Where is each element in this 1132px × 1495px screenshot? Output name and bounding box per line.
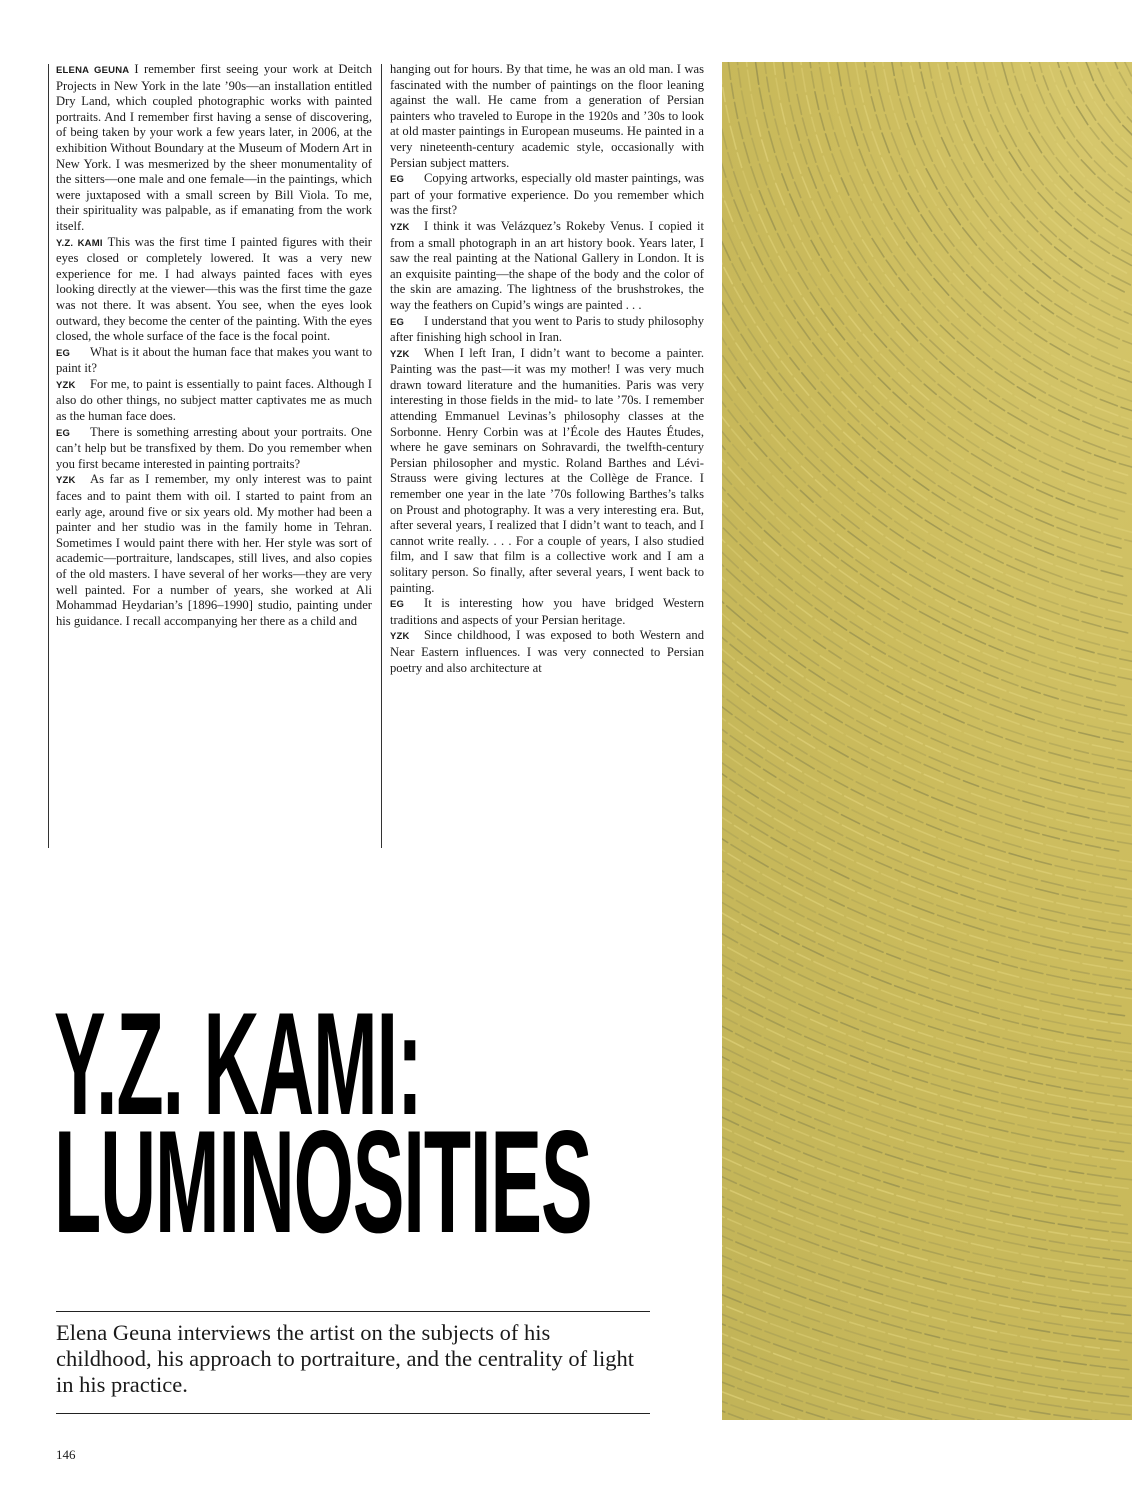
paragraph-text: This was the first time I painted figures with their eyes closed or completely lowered. It was a very new experience for me. I had always painted faces with eyes looking directly at the viewer—this was the first time the gaze was not there. It was absent. You see, when the eyes look outward, they become the center of the painting. With the eyes closed, the whole surface of the face is the focal point. bbox=[56, 234, 372, 344]
speaker-label: EG bbox=[56, 347, 71, 359]
speaker-label: YZK bbox=[390, 631, 410, 643]
paragraph-text: When I left Iran, I didn’t want to become a painter. Painting was the past—it was my mother! I was very much drawn toward literature and the humanities. Paris was very interesting in those fields in the mid- to late ’70s. I remember attending Emmanuel Levinas’s philosophy classes at the Sorbonne. Henry Corbin was at l’École des Hautes Études, where he gave seminars on Sohravardi, the twelfth-century Persian philosopher and mystic. Roland Barthes and Lévi-Strauss were giving lectures at the Collège de France. I remember one year in the late ’70s following Barthes’s talks on Proust and photography. It was a very interesting era. But, after several years, I realized that I didn’t want to teach, and I cannot write really. . . . For a couple of years, I also studied film, and I saw that film is a collective work and I am a solitary person. So finally, after several years, I went back to painting. bbox=[390, 345, 704, 595]
column-rule-middle bbox=[381, 64, 382, 848]
paragraph-text: I think it was Velázquez’s Rokeby Venus. I copied it from a small photograph in an art history book. Years later, I saw the real painting at the National Gallery in London. It is an exquisite painting—the shape of the body and the color of the skin are amazing. The lightness of the brushstrokes, the way the feathers on Cupid’s wings are painted . . . bbox=[390, 218, 704, 312]
article-deck: Elena Geuna interviews the artist on the subjects of his childhood, his approach to portraiture, and the centrality of light in his practice. bbox=[56, 1320, 634, 1397]
page-number: 146 bbox=[56, 1447, 76, 1462]
interview-paragraph bbox=[56, 235, 372, 345]
paragraph-text: Since childhood, I was exposed to both Western and Near Eastern influences. I was very connected to Persian poetry and also architecture at bbox=[390, 628, 704, 675]
interview-paragraph bbox=[56, 377, 372, 425]
interview-paragraph bbox=[390, 596, 704, 628]
paragraph-text: For me, to paint is essentially to paint faces. Although I also do other things, no subject matter captivates me as much as the human face does. bbox=[56, 376, 372, 424]
paragraph-text: There is something arresting about your portraits. One can’t help but be transfixed by them. Do you remember when you first became interested in painting portraits? bbox=[56, 424, 372, 471]
interview-paragraph bbox=[390, 346, 704, 597]
paragraph-text: I remember first seeing your work at Deitch Projects in New York in the late ’90s—an installation entitled Dry Land, which coupled photographic works with painted portraits. And I remember first having a sense of discovering, of being taken by your work a few years later, in 2006, at the exhibition Without Boundary at the Museum of Modern Art in New York. I was mesmerized by the sheer monumentality of the sitters—one male and one female—in the paintings, which were juxtaposed with a small screen by Bill Viola. To me, their spirituality was palpable, as if emanating from the work itself. bbox=[56, 62, 372, 233]
paragraph-text: It is interesting how you have bridged Western traditions and aspects of your Persian heritage. bbox=[390, 596, 704, 627]
speaker-label: EG bbox=[390, 599, 405, 611]
interview-paragraph bbox=[56, 472, 372, 629]
speaker-label: ELENA GEUNA bbox=[56, 65, 130, 76]
gold-painting-image bbox=[722, 62, 1132, 1420]
speaker-label: EG bbox=[390, 316, 405, 328]
title-line-2: LUMINOSITIES bbox=[54, 1100, 592, 1263]
deck-rule-bottom bbox=[56, 1413, 650, 1414]
deck-rule-top bbox=[56, 1311, 650, 1312]
interview-column-left bbox=[56, 62, 372, 848]
interview-paragraph bbox=[390, 314, 704, 346]
interview-paragraph bbox=[390, 62, 704, 171]
interview-paragraph bbox=[56, 345, 372, 377]
paragraph-text: I understand that you went to Paris to study philosophy after finishing high school in Iran. bbox=[390, 313, 704, 345]
paragraph-text: What is it about the human face that makes you want to paint it? bbox=[56, 344, 372, 376]
speaker-label: YZK bbox=[390, 348, 410, 360]
speaker-label: YZK bbox=[56, 379, 76, 391]
speaker-label: YZK bbox=[56, 475, 76, 487]
interview-paragraph bbox=[56, 425, 372, 473]
column-rule-left bbox=[48, 64, 49, 848]
interview-paragraph bbox=[390, 628, 704, 676]
interview-paragraph bbox=[390, 219, 704, 314]
interview-paragraph bbox=[56, 62, 372, 235]
speaker-label: EG bbox=[56, 427, 71, 439]
interview-column-right bbox=[390, 62, 704, 848]
article-title bbox=[54, 982, 592, 1263]
paragraph-text: As far as I remember, my only interest was to paint faces and to paint them with oil. I started to paint from an early age, around five or six years old. My mother had been a painter and her studio was in the family home in Tehran. Sometimes I would paint there with her. Her style was sort of academic—portraiture, landscapes, still lives, and also copies of the old masters. I have several of her works—they are very well painted. For a number of years, she worked at Ali Mohammad Heydarian’s [1896–1990] studio, painting under his guidance. I recall accompanying her there as a child and bbox=[56, 472, 372, 628]
paragraph-text: hanging out for hours. By that time, he was an old man. I was fascinated with the number of paintings on the floor leaning against the wall. He came from a generation of Persian painters who traveled to Europe in the 1920s and ’30s to look at old master paintings in European museums. He painted in a very nineteenth-century academic style, occasionally with Persian subject matters. bbox=[390, 62, 704, 170]
title-line-1: Y.Z. KAMI: bbox=[54, 982, 422, 1145]
interview-paragraph bbox=[390, 171, 704, 219]
speaker-label: YZK bbox=[390, 221, 410, 233]
paragraph-text: Copying artworks, especially old master paintings, was part of your formative experience. Do you remember which was the first? bbox=[390, 171, 704, 218]
speaker-label: EG bbox=[390, 174, 405, 186]
speaker-label: Y.Z. KAMI bbox=[56, 237, 103, 249]
